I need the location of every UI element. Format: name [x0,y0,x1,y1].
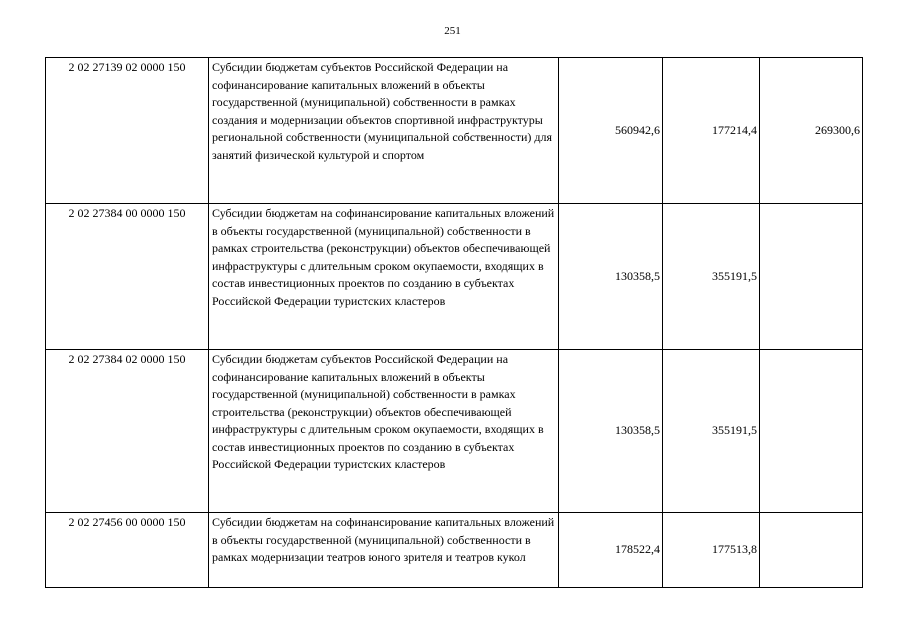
amount-3-cell [760,513,863,588]
budget-code-cell: 2 02 27384 02 0000 150 [46,350,209,513]
amount-1-cell: 130358,5 [559,350,663,513]
description-cell: Субсидии бюджетам субъектов Российской Федерации на софинансирование капитальных вложений в объекты государственной (муниципальной) собственности в рамках создания и модернизации объектов спортивной инфраструктуры региональной собственности (муниципальной собственности) для занятий физической культурой и спортом [209,58,559,204]
table-row [46,58,863,204]
amount-3-cell [760,350,863,513]
amount-1-cell: 560942,6 [559,58,663,204]
amount-1-cell: 130358,5 [559,204,663,350]
description-cell: Субсидии бюджетам на софинансирование капитальных вложений в объекты государственной (муниципальной) собственности в рамках модернизации театров юного зрителя и театров кукол [209,513,559,588]
amount-2-cell: 177513,8 [663,513,760,588]
amount-3-cell: 269300,6 [760,58,863,204]
amount-2-cell: 355191,5 [663,350,760,513]
budget-code-cell: 2 02 27384 00 0000 150 [46,204,209,350]
table-row [46,350,863,513]
table-row [46,513,863,588]
description-cell: Субсидии бюджетам на софинансирование капитальных вложений в объекты государственной (муниципальной) собственности в рамках строительства (реконструкции) объектов обеспечивающей инфраструктуры с длительным сроком окупаемости, входящих в состав инвестиционных проектов по созданию в субъектах Российской Федерации туристских кластеров [209,204,559,350]
amount-2-cell: 355191,5 [663,204,760,350]
page-number: 251 [444,25,461,37]
description-cell: Субсидии бюджетам субъектов Российской Федерации на софинансирование капитальных вложений в объекты государственной (муниципальной) собственности в рамках строительства (реконструкции) объектов обеспечивающей инфраструктуры с длительным сроком окупаемости, входящих в состав инвестиционных проектов по созданию в субъектах Российской Федерации туристских кластеров [209,350,559,513]
amount-2-cell: 177214,4 [663,58,760,204]
budget-table [45,57,863,588]
budget-code-cell: 2 02 27456 00 0000 150 [46,513,209,588]
amount-3-cell [760,204,863,350]
table-row [46,204,863,350]
budget-code-cell: 2 02 27139 02 0000 150 [46,58,209,204]
amount-1-cell: 178522,4 [559,513,663,588]
